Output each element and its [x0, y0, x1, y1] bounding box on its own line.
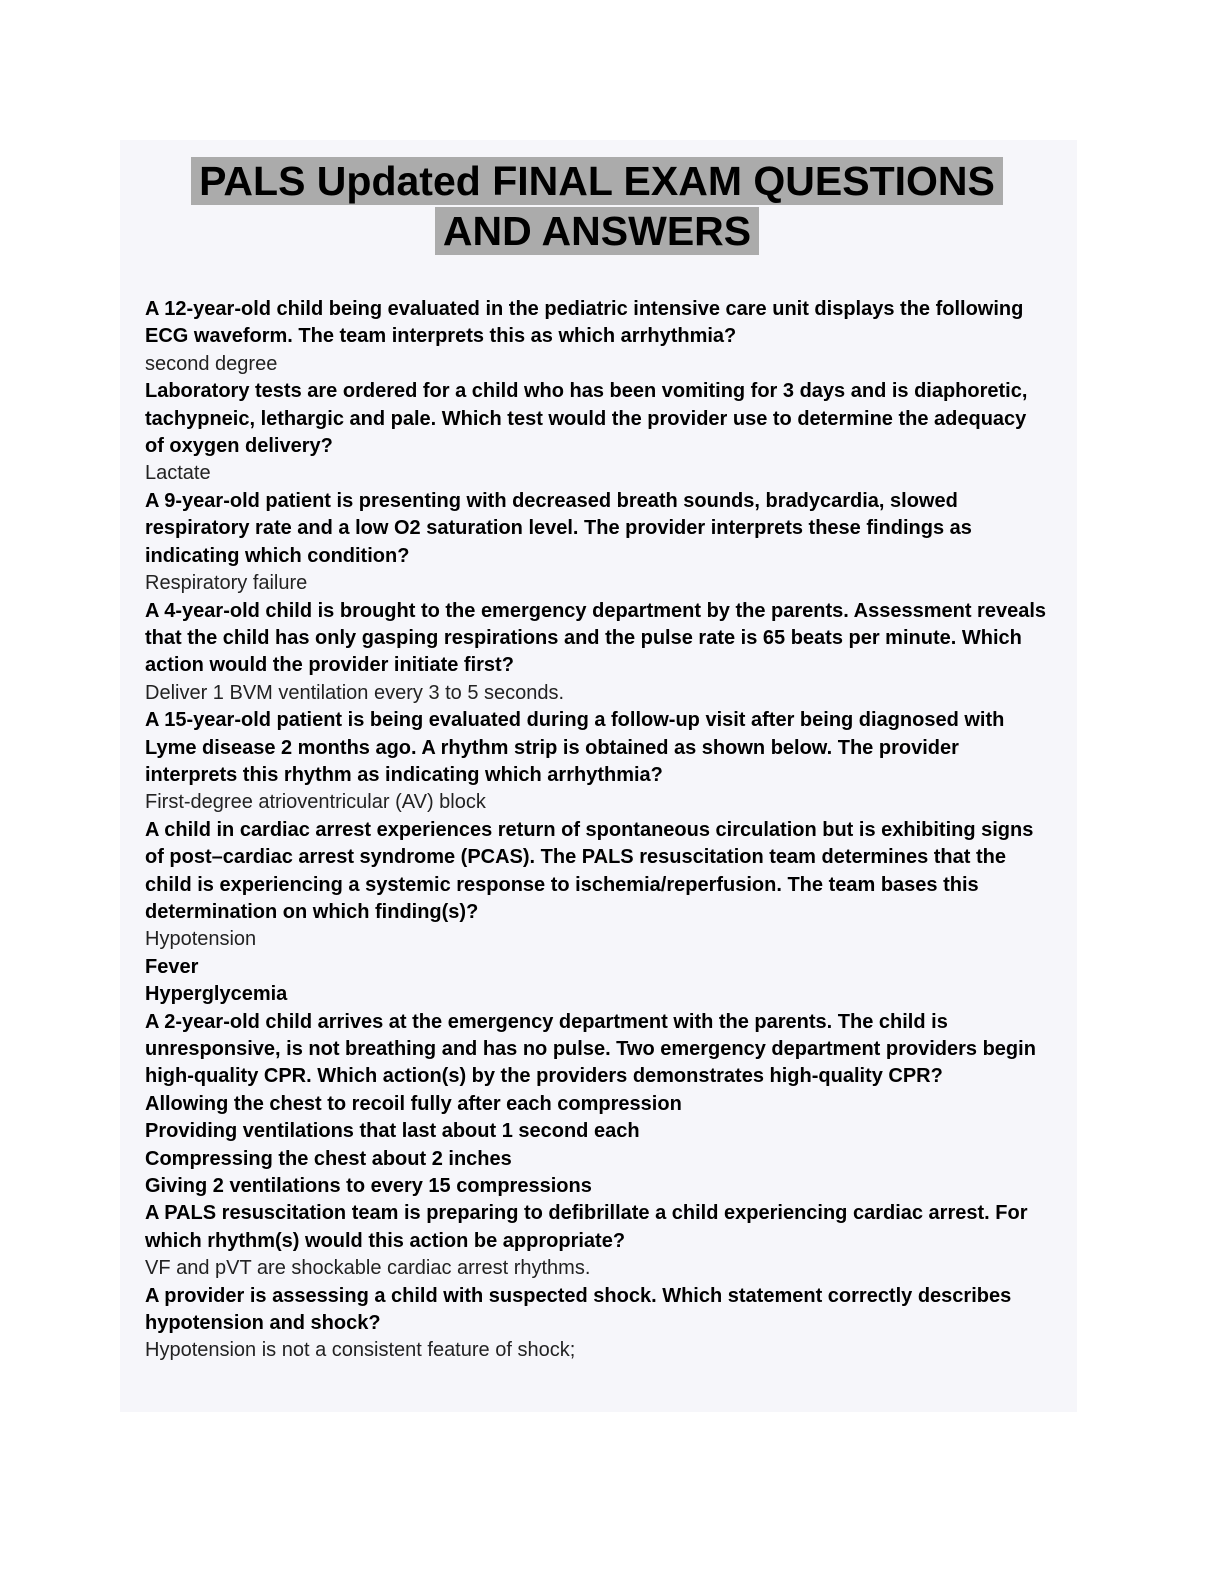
answer-text: Compressing the chest about 2 inches: [145, 1147, 512, 1170]
answer-text: Hypotension: [145, 928, 257, 951]
answer-text: Hypotension is not a consistent feature of shock;: [145, 1339, 576, 1362]
question-text: A 9-year-old patient is presenting with decreased breath sounds, bradycardia, slowed respiratory rate and a low O2 saturation level. The provider interprets these findings as indicating which condition?: [145, 489, 972, 567]
question-text: Laboratory tests are ordered for a child who has been vomiting for 3 days and is diaphoretic, tachypneic, lethargic and pale. Which test would the provider use to determine the adequacy of oxygen delivery?: [145, 380, 1028, 458]
question-text: A provider is assessing a child with suspected shock. Which statement correctly describes hypotension and shock?: [145, 1284, 1012, 1335]
question-text: A PALS resuscitation team is preparing to defibrillate a child experiencing cardiac arrest. For which rhythm(s) would this action be appropriate?: [145, 1202, 1028, 1252]
answer-text: Providing ventilations that last about 1 second each: [145, 1120, 640, 1143]
answer-text: Deliver 1 BVM ventilation every 3 to 5 seconds.: [145, 681, 565, 704]
question-text: A 4-year-old child is brought to the emergency department by the parents. Assessment reveals that the child has only gasping respirations and the pulse rate is 65 beats per minute. Which action would the provider initiate first?: [145, 599, 1046, 677]
answer-text: Lactate: [145, 462, 211, 485]
question-text: A 2-year-old child arrives at the emergency department with the parents. The child is unresponsive, is not breathing and has no pulse. Two emergency department providers begin high-quality CPR. Which action(s) by the providers demonstrates high-quality CPR?: [145, 1010, 1036, 1088]
document-title-line: PALS Updated FINAL EXAM QUESTIONS: [145, 156, 1049, 206]
answer-text: Allowing the chest to recoil fully after each compression: [145, 1092, 682, 1115]
answer-text: Hyperglycemia: [145, 983, 288, 1006]
qa-list: [145, 296, 1049, 1365]
answer-text: Giving 2 ventilations to every 15 compressions: [145, 1175, 592, 1198]
document-title-line: AND ANSWERS: [145, 206, 1049, 256]
answer-text: second degree: [145, 352, 278, 375]
answer-text: VF and pVT are shockable cardiac arrest rhythms.: [145, 1257, 591, 1280]
answer-text: Respiratory failure: [145, 572, 308, 595]
answer-text: Fever: [145, 955, 199, 978]
question-text: A 15-year-old patient is being evaluated during a follow-up visit after being diagnosed with Lyme disease 2 months ago. A rhythm strip is obtained as shown below. The provider interprets this rhythm as indicating which arrhythmia?: [145, 709, 1005, 786]
document-page: [120, 140, 1077, 1412]
question-text: A 12-year-old child being evaluated in the pediatric intensive care unit displays the following ECG waveform. The team interprets this as which arrhythmia?: [145, 298, 1024, 348]
document-title: [145, 156, 1049, 256]
question-text: A child in cardiac arrest experiences return of spontaneous circulation but is exhibiting signs of post–cardiac arrest syndrome (PCAS). The PALS resuscitation team determines that the child is experiencing a systemic response to ischemia/reperfusion. The team bases this determination on which finding(s)?: [145, 818, 1034, 923]
answer-text: First-degree atrioventricular (AV) block: [145, 791, 486, 814]
document-content: [120, 140, 1077, 1365]
